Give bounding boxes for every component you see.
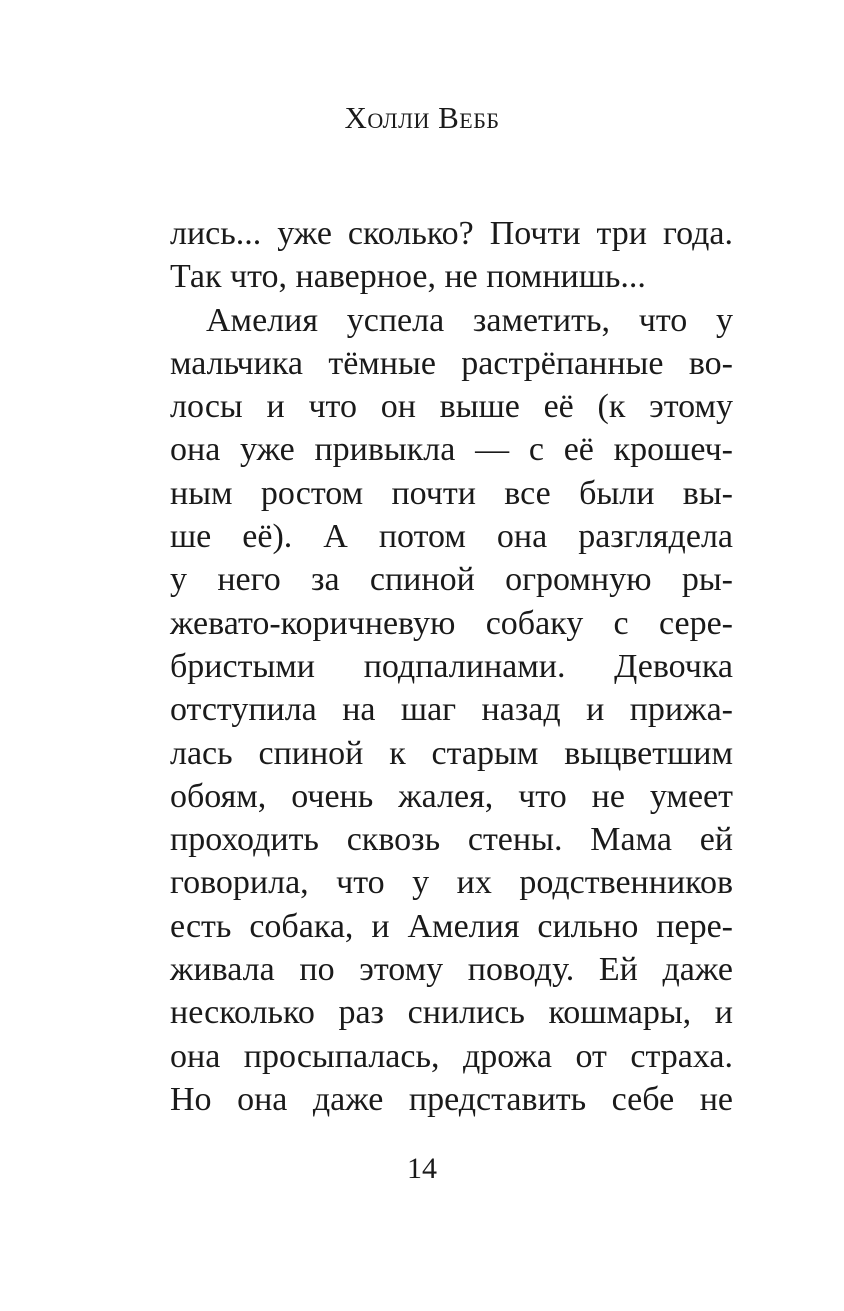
text-line: мальчика тёмные растрёпанные во- <box>170 344 733 382</box>
running-title: Холли Вебб <box>344 100 500 135</box>
text-line: лись... уже сколько? Почти три года. <box>170 215 733 252</box>
running-header <box>0 100 844 136</box>
text-line: у него за спиной огромную ры- <box>170 561 733 599</box>
text-line: лась спиной к старым выцветшим <box>170 734 733 772</box>
text-line: лосы и что он выше её (к этому <box>170 388 733 426</box>
paragraph-first-line: Амелия успела заметить, что у <box>206 301 733 339</box>
text-line: Но она даже представить себе не <box>170 1080 733 1118</box>
text-line: ным ростом почти все были вы- <box>170 474 733 512</box>
text-line: обоям, очень жалея, что не умеет <box>170 777 733 815</box>
text-line: говорила, что у их родственников <box>170 864 733 902</box>
text-line: проходить сквозь стены. Мама ей <box>170 821 733 859</box>
text-line: есть собака, и Амелия сильно пере- <box>170 907 733 945</box>
text-line: живала по этому поводу. Ей даже <box>170 951 733 989</box>
text-line: жевато-коричневую собаку с сере- <box>170 604 733 642</box>
page-number: 14 <box>407 1152 437 1185</box>
body-text <box>170 212 733 1121</box>
text-line: бристыми подпалинами. Девочка <box>170 647 733 685</box>
text-line: несколько раз снились кошмары, и <box>170 994 733 1032</box>
text-line: Так что, наверное, не помнишь... <box>170 258 646 296</box>
text-line: она просыпалась, дрожа от страха. <box>170 1037 733 1075</box>
text-line: она уже привыкла — с её крошеч- <box>170 431 733 469</box>
text-line: отступила на шаг назад и прижа- <box>170 691 733 729</box>
text-line: ше её). А потом она разглядела <box>170 518 733 556</box>
